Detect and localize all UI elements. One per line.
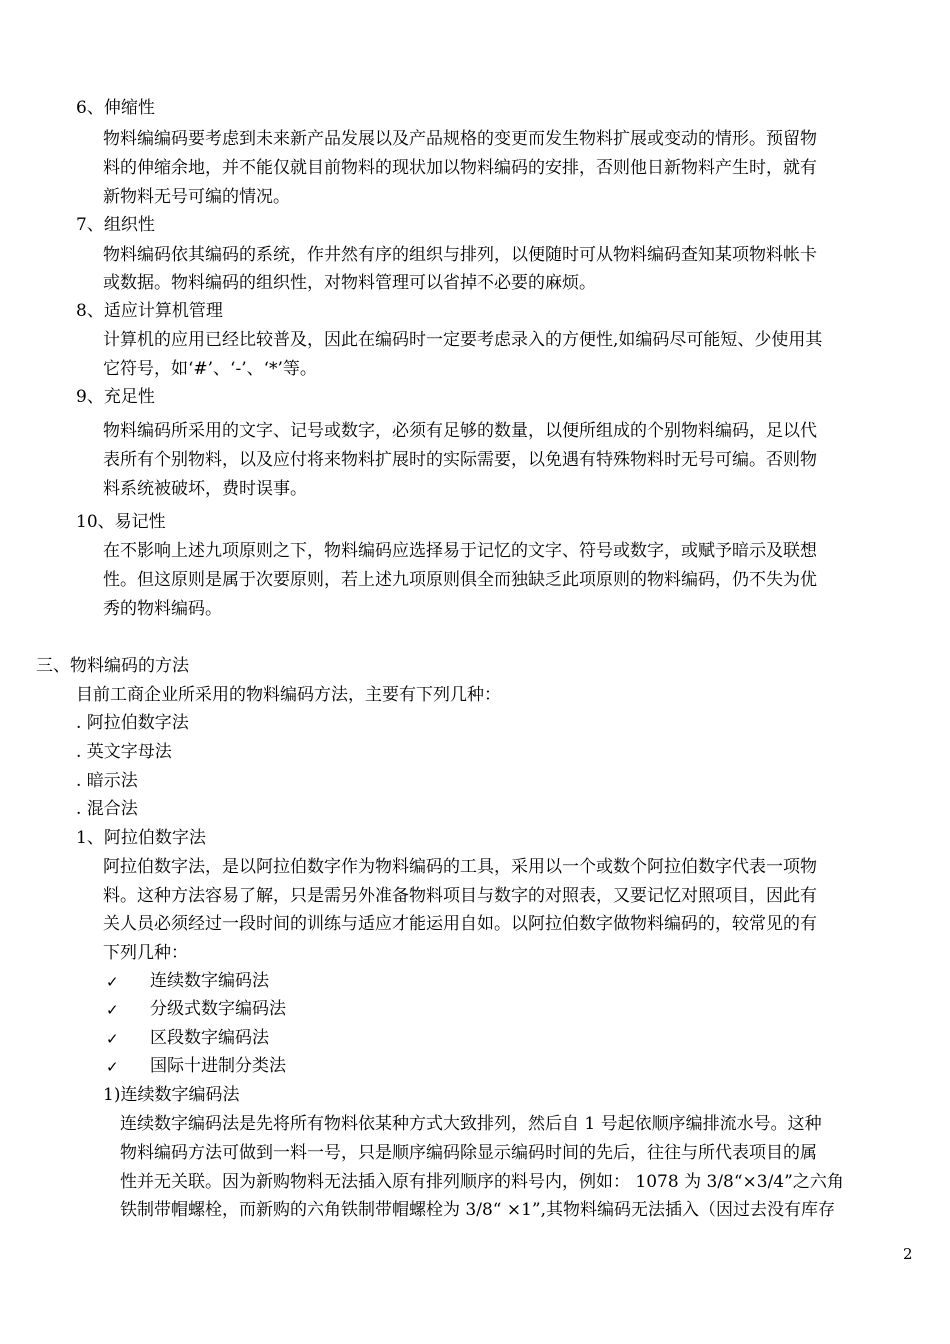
checklist-item: 国际十进制分类法: [150, 1056, 286, 1076]
checklist-item: 区段数字编码法: [150, 1028, 269, 1048]
checkmark-icon: ✓: [106, 1030, 119, 1048]
method-list-item: . 混合法: [76, 799, 138, 819]
paragraph-line: 新物料无号可编的情况。: [103, 187, 290, 207]
paragraph-line: 连续数字编码法是先将所有物料依某种方式大致排列，然后自 1 号起依顺序编排流水号。这种: [120, 1114, 822, 1134]
paragraph-line: 计算机的应用已经比较普及，因此在编码时一定要考虑录入的方便性,如编码尽可能短、少使用其: [103, 330, 823, 350]
subheading-sequential-numbering: 1)连续数字编码法: [103, 1085, 240, 1105]
paragraph-line: 物料编编码要考虑到未来新产品发展以及产品规格的变更而发生物料扩展或变动的情形。预留物: [103, 129, 817, 149]
method-list-item: . 暗示法: [76, 771, 138, 791]
heading-8-computer-management: 8、适应计算机管理: [76, 301, 223, 321]
heading-6-scalability: 6、伸缩性: [76, 98, 155, 118]
paragraph-line: 铁制带帽螺栓，而新购的六角铁制带帽螺栓为 3/8“ ×1”,其物料编码无法插入（因过去没有库存: [120, 1200, 836, 1220]
heading-9-sufficiency: 9、充足性: [76, 387, 155, 407]
checkmark-icon: ✓: [106, 1001, 119, 1019]
paragraph-line: 物料编码所采用的文字、记号或数字，必须有足够的数量，以便所组成的个别物料编码，足以代: [103, 421, 817, 441]
checkmark-icon: ✓: [106, 973, 119, 991]
paragraph-line: 关人员必须经过一段时间的训练与适应才能运用自如。以阿拉伯数字做物料编码的，较常见的有: [103, 914, 817, 934]
paragraph-line: 在不影响上述九项原则之下，物料编码应选择易于记忆的文字、符号或数字，或赋予暗示及联想: [103, 541, 817, 561]
paragraph-line: 物料编码方法可做到一料一号，只是顺序编码除显示编码时间的先后，往往与所代表项目的属: [120, 1143, 817, 1163]
checklist-item: 连续数字编码法: [150, 971, 269, 991]
paragraph-line: 料。这种方法容易了解，只是需另外准备物料项目与数字的对照表，又要记忆对照项目，因此有: [103, 886, 817, 906]
heading-arabic-numeral-method: 1、阿拉伯数字法: [76, 828, 206, 848]
heading-10-memorability: 10、易记性: [76, 512, 166, 532]
checklist-item: 分级式数字编码法: [150, 999, 286, 1019]
paragraph-line: 料的伸缩余地，并不能仅就目前物料的现状加以物料编码的安排，否则他日新物料产生时，就有: [103, 158, 817, 178]
paragraph-line: 料系统被破坏，费时误事。: [103, 479, 307, 499]
heading-7-organization: 7、组织性: [76, 215, 155, 235]
method-list-item: . 阿拉伯数字法: [76, 713, 189, 733]
paragraph-line: 性。但这原则是属于次要原则，若上述九项原则俱全而独缺乏此项原则的物料编码，仍不失为优: [103, 570, 817, 590]
section-intro: 目前工商企业所采用的物料编码方法，主要有下列几种：: [76, 685, 501, 705]
paragraph-line: 物料编码依其编码的系统，作井然有序的组织与排列，以便随时可从物料编码查知某项物料帐卡: [103, 245, 817, 265]
paragraph-line: 性并无关联。因为新购物料无法插入原有排列顺序的料号内，例如： 1078 为 3/8“×3/4”之六角: [120, 1172, 844, 1192]
paragraph-line: 秀的物料编码。: [103, 599, 222, 619]
checkmark-icon: ✓: [106, 1058, 119, 1076]
paragraph-line: 或数据。物料编码的组织性，对物料管理可以省掉不必要的麻烦。: [103, 273, 596, 293]
page-number: 2: [903, 1245, 913, 1263]
paragraph-line: 阿拉伯数字法，是以阿拉伯数字作为物料编码的工具，采用以一个或数个阿拉伯数字代表一项物: [103, 857, 817, 877]
paragraph-line: 表所有个别物料，以及应付将来物料扩展时的实际需要，以免遇有特殊物料时无号可编。否则物: [103, 450, 817, 470]
paragraph-line: 下列几种：: [103, 943, 188, 963]
section-heading-encoding-methods: 三、物料编码的方法: [36, 656, 189, 676]
method-list-item: . 英文字母法: [76, 742, 172, 762]
paragraph-line: 它符号，如‘#’、‘-’、‘*’等。: [103, 359, 317, 379]
